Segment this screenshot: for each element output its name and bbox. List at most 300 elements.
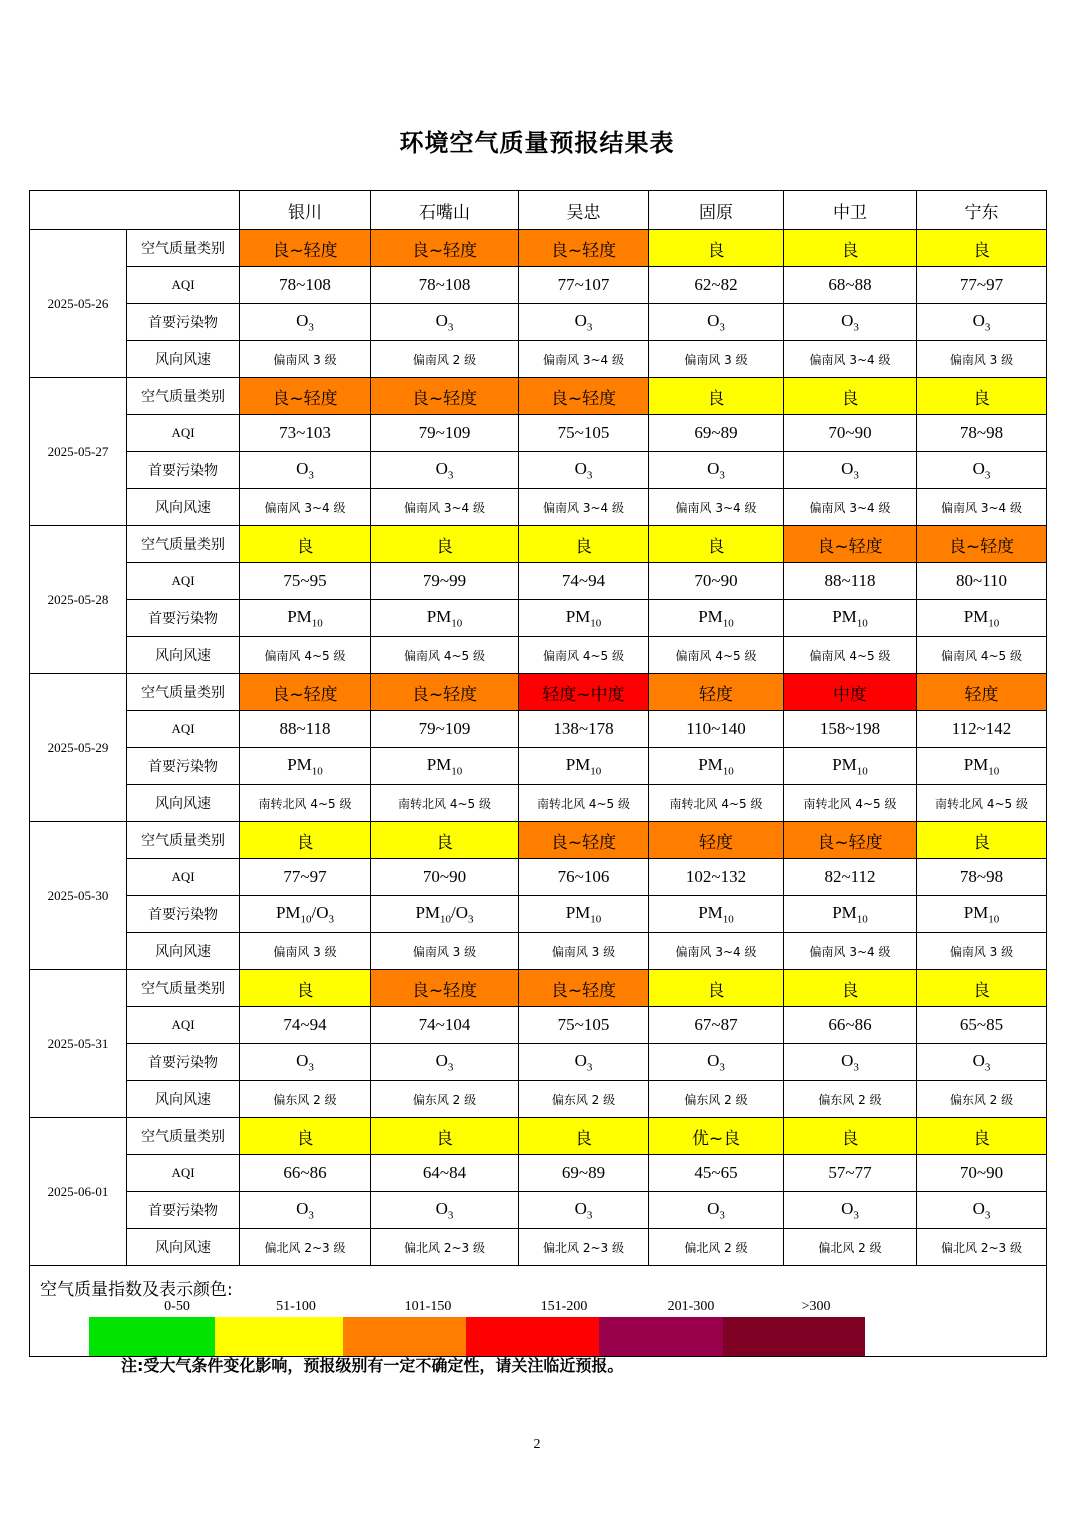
pollutant-symbol: O bbox=[574, 1198, 587, 1218]
primary-pollutant bbox=[371, 1044, 519, 1081]
pollutant-symbol: O bbox=[435, 458, 448, 478]
wind-forecast: 南转北风 4~5 级 bbox=[240, 785, 371, 822]
pollutant-secondary-subscript: 3 bbox=[468, 913, 474, 926]
air-quality-category: 中度 bbox=[784, 674, 917, 711]
pollutant-subscript: 10 bbox=[311, 765, 323, 778]
pollutant-symbol: O bbox=[841, 1198, 854, 1218]
pollutant-symbol: PM bbox=[565, 606, 591, 626]
air-quality-category: 轻度 bbox=[649, 822, 784, 859]
pollutant-subscript: 3 bbox=[586, 321, 593, 334]
aqi-row bbox=[30, 859, 1047, 896]
pollutant-secondary-symbol: /O bbox=[311, 902, 329, 922]
legend-swatch bbox=[723, 1317, 865, 1357]
forecast-date: 2025-06-01 bbox=[30, 1118, 127, 1266]
primary-pollutant bbox=[917, 304, 1047, 341]
aqi-value: 70~90 bbox=[371, 859, 519, 896]
primary-pollutant bbox=[519, 600, 649, 637]
primary-pollutant bbox=[784, 896, 917, 933]
legend-color-bar bbox=[89, 1317, 865, 1357]
row-label-pollutant: 首要污染物 bbox=[127, 1192, 240, 1229]
pollutant-subscript: 10 bbox=[311, 617, 323, 630]
row-label-wind: 风向风速 bbox=[127, 341, 240, 378]
aqi-value: 77~107 bbox=[519, 267, 649, 304]
pollutant-symbol: O bbox=[841, 458, 854, 478]
aqi-value: 74~94 bbox=[240, 1007, 371, 1044]
pollutant-symbol: PM bbox=[963, 754, 989, 774]
row-label-category: 空气质量类别 bbox=[127, 526, 240, 563]
wind-forecast: 偏南风 3 级 bbox=[917, 933, 1047, 970]
air-quality-category: 良 bbox=[371, 822, 519, 859]
pollutant-subscript: 10 bbox=[856, 765, 868, 778]
forecast-date: 2025-05-28 bbox=[30, 526, 127, 674]
wind-forecast: 偏南风 3 级 bbox=[371, 933, 519, 970]
aqi-value: 78~108 bbox=[371, 267, 519, 304]
aqi-value: 45~65 bbox=[649, 1155, 784, 1192]
wind-forecast: 偏南风 4~5 级 bbox=[784, 637, 917, 674]
pollutant-symbol: PM bbox=[287, 754, 312, 774]
pollutant-symbol: PM bbox=[698, 754, 723, 774]
wind-forecast: 偏南风 3 级 bbox=[917, 341, 1047, 378]
wind-forecast: 南转北风 4~5 级 bbox=[784, 785, 917, 822]
primary-pollutant bbox=[240, 1044, 371, 1081]
wind-forecast: 偏南风 3~4 级 bbox=[519, 341, 649, 378]
pollutant-subscript: 3 bbox=[586, 1061, 593, 1074]
pollutant-subscript: 3 bbox=[853, 469, 859, 482]
wind-row bbox=[30, 489, 1047, 526]
aqi-value: 64~84 bbox=[371, 1155, 519, 1192]
pollutant-subscript: 10 bbox=[590, 617, 602, 630]
air-quality-category: 良 bbox=[240, 526, 371, 563]
air-quality-category: 良 bbox=[649, 378, 784, 415]
wind-forecast: 偏北风 2~3 级 bbox=[240, 1229, 371, 1266]
pollutant-subscript: 3 bbox=[853, 1209, 859, 1222]
wind-forecast: 偏南风 3 级 bbox=[240, 341, 371, 378]
legend-title: 空气质量指数及表示颜色: bbox=[40, 1280, 233, 1300]
pollutant-symbol: O bbox=[435, 310, 448, 330]
pollutant-subscript: 10 bbox=[300, 913, 312, 926]
primary-pollutant bbox=[519, 452, 649, 489]
aqi-value: 67~87 bbox=[649, 1007, 784, 1044]
primary-pollutant bbox=[917, 600, 1047, 637]
aqi-value: 69~89 bbox=[649, 415, 784, 452]
row-label-category: 空气质量类别 bbox=[127, 674, 240, 711]
primary-pollutant bbox=[649, 1044, 784, 1081]
pollutant-symbol: O bbox=[707, 1198, 720, 1218]
aqi-value: 88~118 bbox=[240, 711, 371, 748]
pollutant-symbol: O bbox=[707, 1050, 720, 1070]
wind-forecast: 偏北风 2~3 级 bbox=[519, 1229, 649, 1266]
pollutant-symbol: O bbox=[972, 310, 985, 330]
primary-pollutant bbox=[240, 1192, 371, 1229]
row-label-category: 空气质量类别 bbox=[127, 822, 240, 859]
wind-forecast: 南转北风 4~5 级 bbox=[649, 785, 784, 822]
city-header: 中卫 bbox=[784, 191, 917, 230]
row-label-wind: 风向风速 bbox=[127, 933, 240, 970]
pollutant-subscript: 3 bbox=[719, 321, 725, 334]
air-quality-category: 良 bbox=[519, 1118, 649, 1155]
wind-row bbox=[30, 1081, 1047, 1118]
pollutant-symbol: O bbox=[972, 1198, 985, 1218]
pollutant-subscript: 3 bbox=[853, 321, 859, 334]
air-quality-category: 良 bbox=[784, 970, 917, 1007]
air-quality-category: 良 bbox=[649, 230, 784, 267]
primary-pollutant bbox=[519, 896, 649, 933]
primary-pollutant bbox=[371, 748, 519, 785]
pollutant-subscript: 10 bbox=[590, 765, 602, 778]
pollutant-symbol: PM bbox=[565, 754, 591, 774]
category-row bbox=[30, 1118, 1047, 1155]
wind-forecast: 偏东风 2 级 bbox=[519, 1081, 649, 1118]
city-header: 石嘴山 bbox=[371, 191, 519, 230]
forecast-date: 2025-05-30 bbox=[30, 822, 127, 970]
aqi-value: 70~90 bbox=[917, 1155, 1047, 1192]
legend-range-label: 151-200 bbox=[540, 1299, 588, 1314]
pollutant-subscript: 3 bbox=[984, 1209, 991, 1222]
aqi-value: 68~88 bbox=[784, 267, 917, 304]
air-quality-category: 良 bbox=[371, 526, 519, 563]
air-quality-category: 良 bbox=[917, 230, 1047, 267]
pollutant-symbol: O bbox=[574, 310, 587, 330]
pollutant-row bbox=[30, 1044, 1047, 1081]
aqi-value: 78~108 bbox=[240, 267, 371, 304]
primary-pollutant bbox=[784, 304, 917, 341]
legend-range-label: 0-50 bbox=[164, 1299, 190, 1314]
primary-pollutant bbox=[371, 600, 519, 637]
row-label-wind: 风向风速 bbox=[127, 489, 240, 526]
wind-forecast: 偏东风 2 级 bbox=[917, 1081, 1047, 1118]
pollutant-subscript: 3 bbox=[308, 1061, 314, 1074]
city-header: 宁东 bbox=[917, 191, 1047, 230]
wind-row bbox=[30, 1229, 1047, 1266]
pollutant-symbol: PM bbox=[832, 754, 857, 774]
pollutant-subscript: 3 bbox=[447, 321, 454, 334]
city-header: 银川 bbox=[240, 191, 371, 230]
pollutant-subscript: 10 bbox=[856, 617, 868, 630]
air-quality-category: 良~轻度 bbox=[371, 674, 519, 711]
forecast-note: 注:受大气条件变化影响，预报级别有一定不确定性，请关注临近预报。 bbox=[121, 1356, 624, 1375]
aqi-value: 75~105 bbox=[519, 415, 649, 452]
primary-pollutant bbox=[519, 1192, 649, 1229]
pollutant-subscript: 10 bbox=[988, 617, 1000, 630]
forecast-table-body bbox=[30, 191, 1047, 1266]
aqi-row bbox=[30, 1007, 1047, 1044]
wind-row bbox=[30, 341, 1047, 378]
air-quality-category: 良 bbox=[519, 526, 649, 563]
aqi-value: 77~97 bbox=[917, 267, 1047, 304]
row-label-aqi: AQI bbox=[127, 563, 240, 600]
category-row bbox=[30, 230, 1047, 267]
pollutant-symbol: O bbox=[972, 1050, 985, 1070]
aqi-value: 57~77 bbox=[784, 1155, 917, 1192]
primary-pollutant bbox=[519, 1044, 649, 1081]
air-quality-category: 良~轻度 bbox=[917, 526, 1047, 563]
pollutant-subscript: 10 bbox=[988, 765, 1000, 778]
pollutant-secondary-subscript: 3 bbox=[328, 913, 335, 926]
aqi-value: 76~106 bbox=[519, 859, 649, 896]
wind-forecast: 偏南风 3~4 级 bbox=[784, 933, 917, 970]
pollutant-symbol: PM bbox=[698, 902, 723, 922]
aqi-value: 78~98 bbox=[917, 415, 1047, 452]
air-quality-category: 轻度~中度 bbox=[519, 674, 649, 711]
aqi-value: 70~90 bbox=[784, 415, 917, 452]
legend-swatch bbox=[599, 1317, 723, 1357]
wind-forecast: 偏南风 3~4 级 bbox=[371, 489, 519, 526]
legend-range-label: 51-100 bbox=[276, 1299, 316, 1314]
pollutant-symbol: O bbox=[296, 1198, 309, 1218]
primary-pollutant bbox=[519, 304, 649, 341]
wind-forecast: 偏东风 2 级 bbox=[240, 1081, 371, 1118]
pollutant-subscript: 10 bbox=[451, 617, 463, 630]
air-quality-category: 良~轻度 bbox=[371, 378, 519, 415]
primary-pollutant bbox=[649, 304, 784, 341]
legend-range-label: 201-300 bbox=[667, 1299, 715, 1314]
aqi-row bbox=[30, 415, 1047, 452]
pollutant-subscript: 3 bbox=[447, 469, 454, 482]
aqi-value: 74~94 bbox=[519, 563, 649, 600]
row-label-pollutant: 首要污染物 bbox=[127, 452, 240, 489]
pollutant-symbol: PM bbox=[832, 902, 857, 922]
pollutant-symbol: O bbox=[574, 458, 587, 478]
pollutant-subscript: 3 bbox=[719, 1061, 725, 1074]
pollutant-subscript: 10 bbox=[440, 913, 452, 926]
aqi-value: 110~140 bbox=[649, 711, 784, 748]
pollutant-symbol: PM bbox=[963, 902, 989, 922]
wind-forecast: 偏南风 3~4 级 bbox=[917, 489, 1047, 526]
aqi-value: 70~90 bbox=[649, 563, 784, 600]
wind-forecast: 偏北风 2~3 级 bbox=[917, 1229, 1047, 1266]
pollutant-symbol: O bbox=[841, 1050, 854, 1070]
forecast-date: 2025-05-29 bbox=[30, 674, 127, 822]
pollutant-subscript: 3 bbox=[853, 1061, 859, 1074]
row-label-aqi: AQI bbox=[127, 711, 240, 748]
wind-forecast: 偏南风 3 级 bbox=[519, 933, 649, 970]
primary-pollutant bbox=[240, 748, 371, 785]
wind-forecast: 偏南风 3~4 级 bbox=[240, 489, 371, 526]
legend-range-label: 101-150 bbox=[404, 1299, 452, 1314]
pollutant-row bbox=[30, 748, 1047, 785]
pollutant-symbol: O bbox=[435, 1198, 448, 1218]
primary-pollutant bbox=[371, 304, 519, 341]
pollutant-subscript: 3 bbox=[308, 469, 314, 482]
wind-forecast: 偏南风 3~4 级 bbox=[519, 489, 649, 526]
pollutant-symbol: O bbox=[296, 310, 309, 330]
aqi-value: 158~198 bbox=[784, 711, 917, 748]
primary-pollutant bbox=[784, 452, 917, 489]
pollutant-row bbox=[30, 896, 1047, 933]
aqi-value: 69~89 bbox=[519, 1155, 649, 1192]
air-quality-category: 良 bbox=[649, 526, 784, 563]
air-quality-category: 良~轻度 bbox=[519, 822, 649, 859]
legend-swatch bbox=[343, 1317, 466, 1357]
wind-row bbox=[30, 785, 1047, 822]
wind-forecast: 偏东风 2 级 bbox=[784, 1081, 917, 1118]
aqi-value: 77~97 bbox=[240, 859, 371, 896]
air-quality-category: 良~轻度 bbox=[240, 378, 371, 415]
row-label-wind: 风向风速 bbox=[127, 1229, 240, 1266]
pollutant-symbol: O bbox=[707, 458, 720, 478]
wind-forecast: 偏南风 3~4 级 bbox=[649, 489, 784, 526]
legend-range-labels bbox=[89, 1299, 865, 1317]
header-corner bbox=[30, 191, 240, 230]
row-label-pollutant: 首要污染物 bbox=[127, 1044, 240, 1081]
legend-range-label: >300 bbox=[801, 1299, 831, 1314]
aqi-value: 62~82 bbox=[649, 267, 784, 304]
wind-forecast: 南转北风 4~5 级 bbox=[371, 785, 519, 822]
air-quality-category: 良 bbox=[917, 1118, 1047, 1155]
pollutant-symbol: PM bbox=[832, 606, 857, 626]
air-quality-category: 良 bbox=[917, 970, 1047, 1007]
aqi-value: 80~110 bbox=[917, 563, 1047, 600]
wind-forecast: 南转北风 4~5 级 bbox=[917, 785, 1047, 822]
primary-pollutant bbox=[649, 748, 784, 785]
primary-pollutant bbox=[371, 1192, 519, 1229]
wind-forecast: 南转北风 4~5 级 bbox=[519, 785, 649, 822]
air-quality-category: 良 bbox=[784, 378, 917, 415]
pollutant-symbol: O bbox=[296, 458, 309, 478]
row-label-category: 空气质量类别 bbox=[127, 1118, 240, 1155]
category-row bbox=[30, 526, 1047, 563]
forecast-table bbox=[29, 190, 1047, 1357]
air-quality-category: 良~轻度 bbox=[371, 230, 519, 267]
air-quality-category: 良~轻度 bbox=[784, 526, 917, 563]
air-quality-category: 良 bbox=[240, 970, 371, 1007]
wind-forecast: 偏南风 2 级 bbox=[371, 341, 519, 378]
primary-pollutant bbox=[649, 600, 784, 637]
pollutant-symbol: PM bbox=[426, 754, 452, 774]
aqi-value: 66~86 bbox=[784, 1007, 917, 1044]
wind-forecast: 偏东风 2 级 bbox=[649, 1081, 784, 1118]
pollutant-row bbox=[30, 452, 1047, 489]
pollutant-subscript: 3 bbox=[719, 469, 725, 482]
wind-row bbox=[30, 637, 1047, 674]
row-label-aqi: AQI bbox=[127, 1007, 240, 1044]
pollutant-subscript: 3 bbox=[308, 321, 314, 334]
air-quality-category: 良 bbox=[649, 970, 784, 1007]
air-quality-category: 良~轻度 bbox=[519, 970, 649, 1007]
wind-forecast: 偏南风 4~5 级 bbox=[240, 637, 371, 674]
row-label-pollutant: 首要污染物 bbox=[127, 600, 240, 637]
forecast-date: 2025-05-31 bbox=[30, 970, 127, 1118]
aqi-value: 65~85 bbox=[917, 1007, 1047, 1044]
aqi-value: 75~105 bbox=[519, 1007, 649, 1044]
row-label-wind: 风向风速 bbox=[127, 637, 240, 674]
wind-forecast: 偏南风 3 级 bbox=[240, 933, 371, 970]
legend-swatch bbox=[215, 1317, 343, 1357]
row-label-wind: 风向风速 bbox=[127, 1081, 240, 1118]
row-label-pollutant: 首要污染物 bbox=[127, 896, 240, 933]
aqi-row bbox=[30, 711, 1047, 748]
wind-forecast: 偏东风 2 级 bbox=[371, 1081, 519, 1118]
primary-pollutant bbox=[784, 1044, 917, 1081]
forecast-date: 2025-05-27 bbox=[30, 378, 127, 526]
pollutant-symbol: O bbox=[841, 310, 854, 330]
pollutant-symbol: PM bbox=[698, 606, 723, 626]
pollutant-symbol: PM bbox=[426, 606, 452, 626]
pollutant-subscript: 3 bbox=[719, 1209, 725, 1222]
row-label-aqi: AQI bbox=[127, 1155, 240, 1192]
aqi-value: 79~99 bbox=[371, 563, 519, 600]
wind-forecast: 偏南风 3 级 bbox=[649, 341, 784, 378]
aqi-value: 79~109 bbox=[371, 415, 519, 452]
primary-pollutant bbox=[917, 452, 1047, 489]
city-header-row bbox=[30, 191, 1047, 230]
air-quality-category: 良~轻度 bbox=[519, 378, 649, 415]
wind-forecast: 偏北风 2 级 bbox=[649, 1229, 784, 1266]
pollutant-subscript: 3 bbox=[984, 1061, 991, 1074]
pollutant-subscript: 3 bbox=[447, 1209, 454, 1222]
wind-forecast: 偏南风 3~4 级 bbox=[784, 341, 917, 378]
aqi-value: 82~112 bbox=[784, 859, 917, 896]
city-header: 吴忠 bbox=[519, 191, 649, 230]
air-quality-category: 良 bbox=[240, 1118, 371, 1155]
aqi-value: 112~142 bbox=[917, 711, 1047, 748]
pollutant-subscript: 3 bbox=[447, 1061, 454, 1074]
pollutant-row bbox=[30, 304, 1047, 341]
pollutant-secondary bbox=[311, 902, 335, 926]
primary-pollutant bbox=[784, 1192, 917, 1229]
aqi-value: 78~98 bbox=[917, 859, 1047, 896]
wind-forecast: 偏南风 3~4 级 bbox=[784, 489, 917, 526]
wind-forecast: 偏北风 2 级 bbox=[784, 1229, 917, 1266]
pollutant-subscript: 10 bbox=[722, 617, 734, 630]
air-quality-category: 良~轻度 bbox=[371, 970, 519, 1007]
primary-pollutant bbox=[519, 748, 649, 785]
pollutant-subscript: 3 bbox=[308, 1209, 314, 1222]
primary-pollutant bbox=[917, 1192, 1047, 1229]
air-quality-category: 良 bbox=[917, 378, 1047, 415]
aqi-value: 66~86 bbox=[240, 1155, 371, 1192]
primary-pollutant bbox=[784, 748, 917, 785]
primary-pollutant bbox=[649, 1192, 784, 1229]
aqi-value: 88~118 bbox=[784, 563, 917, 600]
pollutant-subscript: 3 bbox=[984, 469, 991, 482]
primary-pollutant bbox=[649, 452, 784, 489]
air-quality-category: 良 bbox=[784, 1118, 917, 1155]
wind-row bbox=[30, 933, 1047, 970]
air-quality-category: 良 bbox=[917, 822, 1047, 859]
pollutant-secondary bbox=[451, 902, 474, 926]
pollutant-row bbox=[30, 600, 1047, 637]
pollutant-symbol: PM bbox=[963, 606, 989, 626]
aqi-row bbox=[30, 1155, 1047, 1192]
air-quality-category: 良 bbox=[784, 230, 917, 267]
pollutant-subscript: 3 bbox=[586, 469, 593, 482]
pollutant-subscript: 10 bbox=[988, 913, 1000, 926]
air-quality-category: 良 bbox=[371, 1118, 519, 1155]
row-label-category: 空气质量类别 bbox=[127, 970, 240, 1007]
legend-swatch bbox=[466, 1317, 599, 1357]
pollutant-symbol: PM bbox=[287, 606, 312, 626]
primary-pollutant bbox=[240, 452, 371, 489]
pollutant-symbol: PM bbox=[565, 902, 591, 922]
air-quality-category: 优~良 bbox=[649, 1118, 784, 1155]
air-quality-category: 轻度 bbox=[917, 674, 1047, 711]
primary-pollutant bbox=[240, 600, 371, 637]
category-row bbox=[30, 822, 1047, 859]
category-row bbox=[30, 970, 1047, 1007]
pollutant-subscript: 10 bbox=[451, 765, 463, 778]
primary-pollutant bbox=[917, 748, 1047, 785]
pollutant-symbol: O bbox=[574, 1050, 587, 1070]
pollutant-secondary-symbol: /O bbox=[451, 902, 469, 922]
pollutant-subscript: 3 bbox=[586, 1209, 593, 1222]
aqi-legend bbox=[30, 1266, 1047, 1357]
row-label-aqi: AQI bbox=[127, 415, 240, 452]
aqi-value: 102~132 bbox=[649, 859, 784, 896]
air-quality-category: 良~轻度 bbox=[240, 230, 371, 267]
pollutant-symbol: PM bbox=[275, 902, 301, 922]
primary-pollutant bbox=[240, 896, 371, 933]
